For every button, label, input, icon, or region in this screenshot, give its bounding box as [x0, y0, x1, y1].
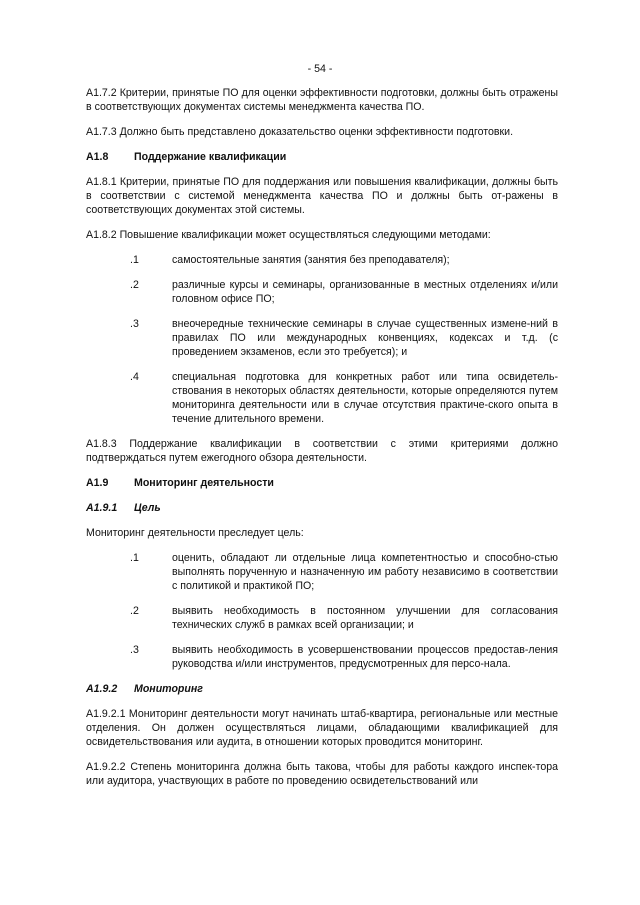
- subsection-heading-a192: [86, 682, 558, 696]
- list-item-text: специальная подготовка для конкретных работ или типа освидетель-ствования в некоторых областях деятельности, которые определяются путем мониторинга деятельности или в случае отсутствия практиче-ского опыта в течение длительного времени.: [172, 371, 558, 425]
- section-title: Мониторинг деятельности: [134, 477, 274, 489]
- list-item-number: .2: [130, 279, 139, 291]
- list-item-number: .4: [130, 371, 139, 383]
- list-item: [86, 278, 558, 306]
- list-item: [86, 604, 558, 632]
- section-heading-a19: [86, 476, 558, 490]
- list-item-number: .3: [130, 318, 139, 330]
- subsection-title: Мониторинг: [134, 683, 203, 695]
- paragraph-a1922: А1.9.2.2 Степень мониторинга должна быть такова, чтобы для работы каждого инспек-тора или аудитора, участвующих в работе по проведению освидетельствований или: [86, 761, 558, 787]
- paragraph-a1921: А1.9.2.1 Мониторинг деятельности могут начинать штаб-квартира, региональные или местные отделения. Он должен осуществляться лицами, обладающими квалификацией для освидетельствования или аудита, в отношении которых проводится мониторинг.: [86, 708, 558, 748]
- list-item: [86, 370, 558, 426]
- list-item: [86, 253, 558, 267]
- list-item-text: выявить необходимость в постоянном улучшении для согласования технических служб в рамках всей организации; и: [172, 605, 558, 631]
- paragraph-monitoring-goal: Мониторинг деятельности преследует цель:: [86, 527, 304, 539]
- subsection-number: А1.9.2: [86, 683, 118, 695]
- list-item-text: различные курсы и семинары, организованные в местных отделениях и/или головном офисе ПО;: [172, 279, 558, 305]
- list-item-number: .2: [130, 605, 139, 617]
- list-item: [86, 551, 558, 593]
- list-item-text: самостоятельные занятия (занятия без преподавателя);: [172, 254, 450, 266]
- section-number: А1.8: [86, 151, 109, 163]
- list-item-number: .3: [130, 644, 139, 656]
- list-item-number: .1: [130, 254, 139, 266]
- paragraph-a173: А1.7.3 Должно быть представлено доказательство оценки эффективности подготовки.: [86, 126, 514, 138]
- list-item: [86, 317, 558, 359]
- paragraph-a183: А1.8.3 Поддержание квалификации в соответствии с этими критериями должно подтверждаться путем ежегодного обзора деятельности.: [86, 438, 558, 464]
- list-item-text: оценить, обладают ли отдельные лица компетентностью и способно-стью выполнять порученную и назначенную им работу независимо в соответствии с политикой и практикой ПО;: [172, 552, 558, 592]
- subsection-heading-a191: [86, 501, 558, 515]
- paragraph-a182: А1.8.2 Повышение квалификации может осуществляться следующими методами:: [86, 229, 491, 241]
- list-item-text: внеочередные технические семинары в случае существенных измене-ний в правилах ПО или международных конвенциях, кодексах и т.д. (с проведением экзаменов, если это требуется); и: [172, 318, 558, 358]
- list-item-number: .1: [130, 552, 139, 564]
- paragraph-a172: А1.7.2 Критерии, принятые ПО для оценки эффективности подготовки, должны быть отражены в соответствующих документах системы менеджмента качества ПО.: [86, 87, 558, 113]
- paragraph-a181: А1.8.1 Критерии, принятые ПО для поддержания или повышения квалификации, должны быть в соответствии с системой менеджмента качества ПО и должны быть от-ражены в соответствующих документах этой системы.: [86, 176, 558, 216]
- subsection-number: А1.9.1: [86, 502, 118, 514]
- list-item-text: выявить необходимость в усовершенствовании процессов предостав-ления руководства и/или инструментов, предусмотренных для персо-нала.: [172, 644, 558, 670]
- document-body: [86, 86, 558, 799]
- list-item: [86, 643, 558, 671]
- section-title: Поддержание квалификации: [134, 151, 287, 163]
- section-number: А1.9: [86, 477, 109, 489]
- subsection-title: Цель: [134, 502, 161, 514]
- section-heading-a18: [86, 150, 558, 164]
- page-number: - 54 -: [307, 63, 333, 75]
